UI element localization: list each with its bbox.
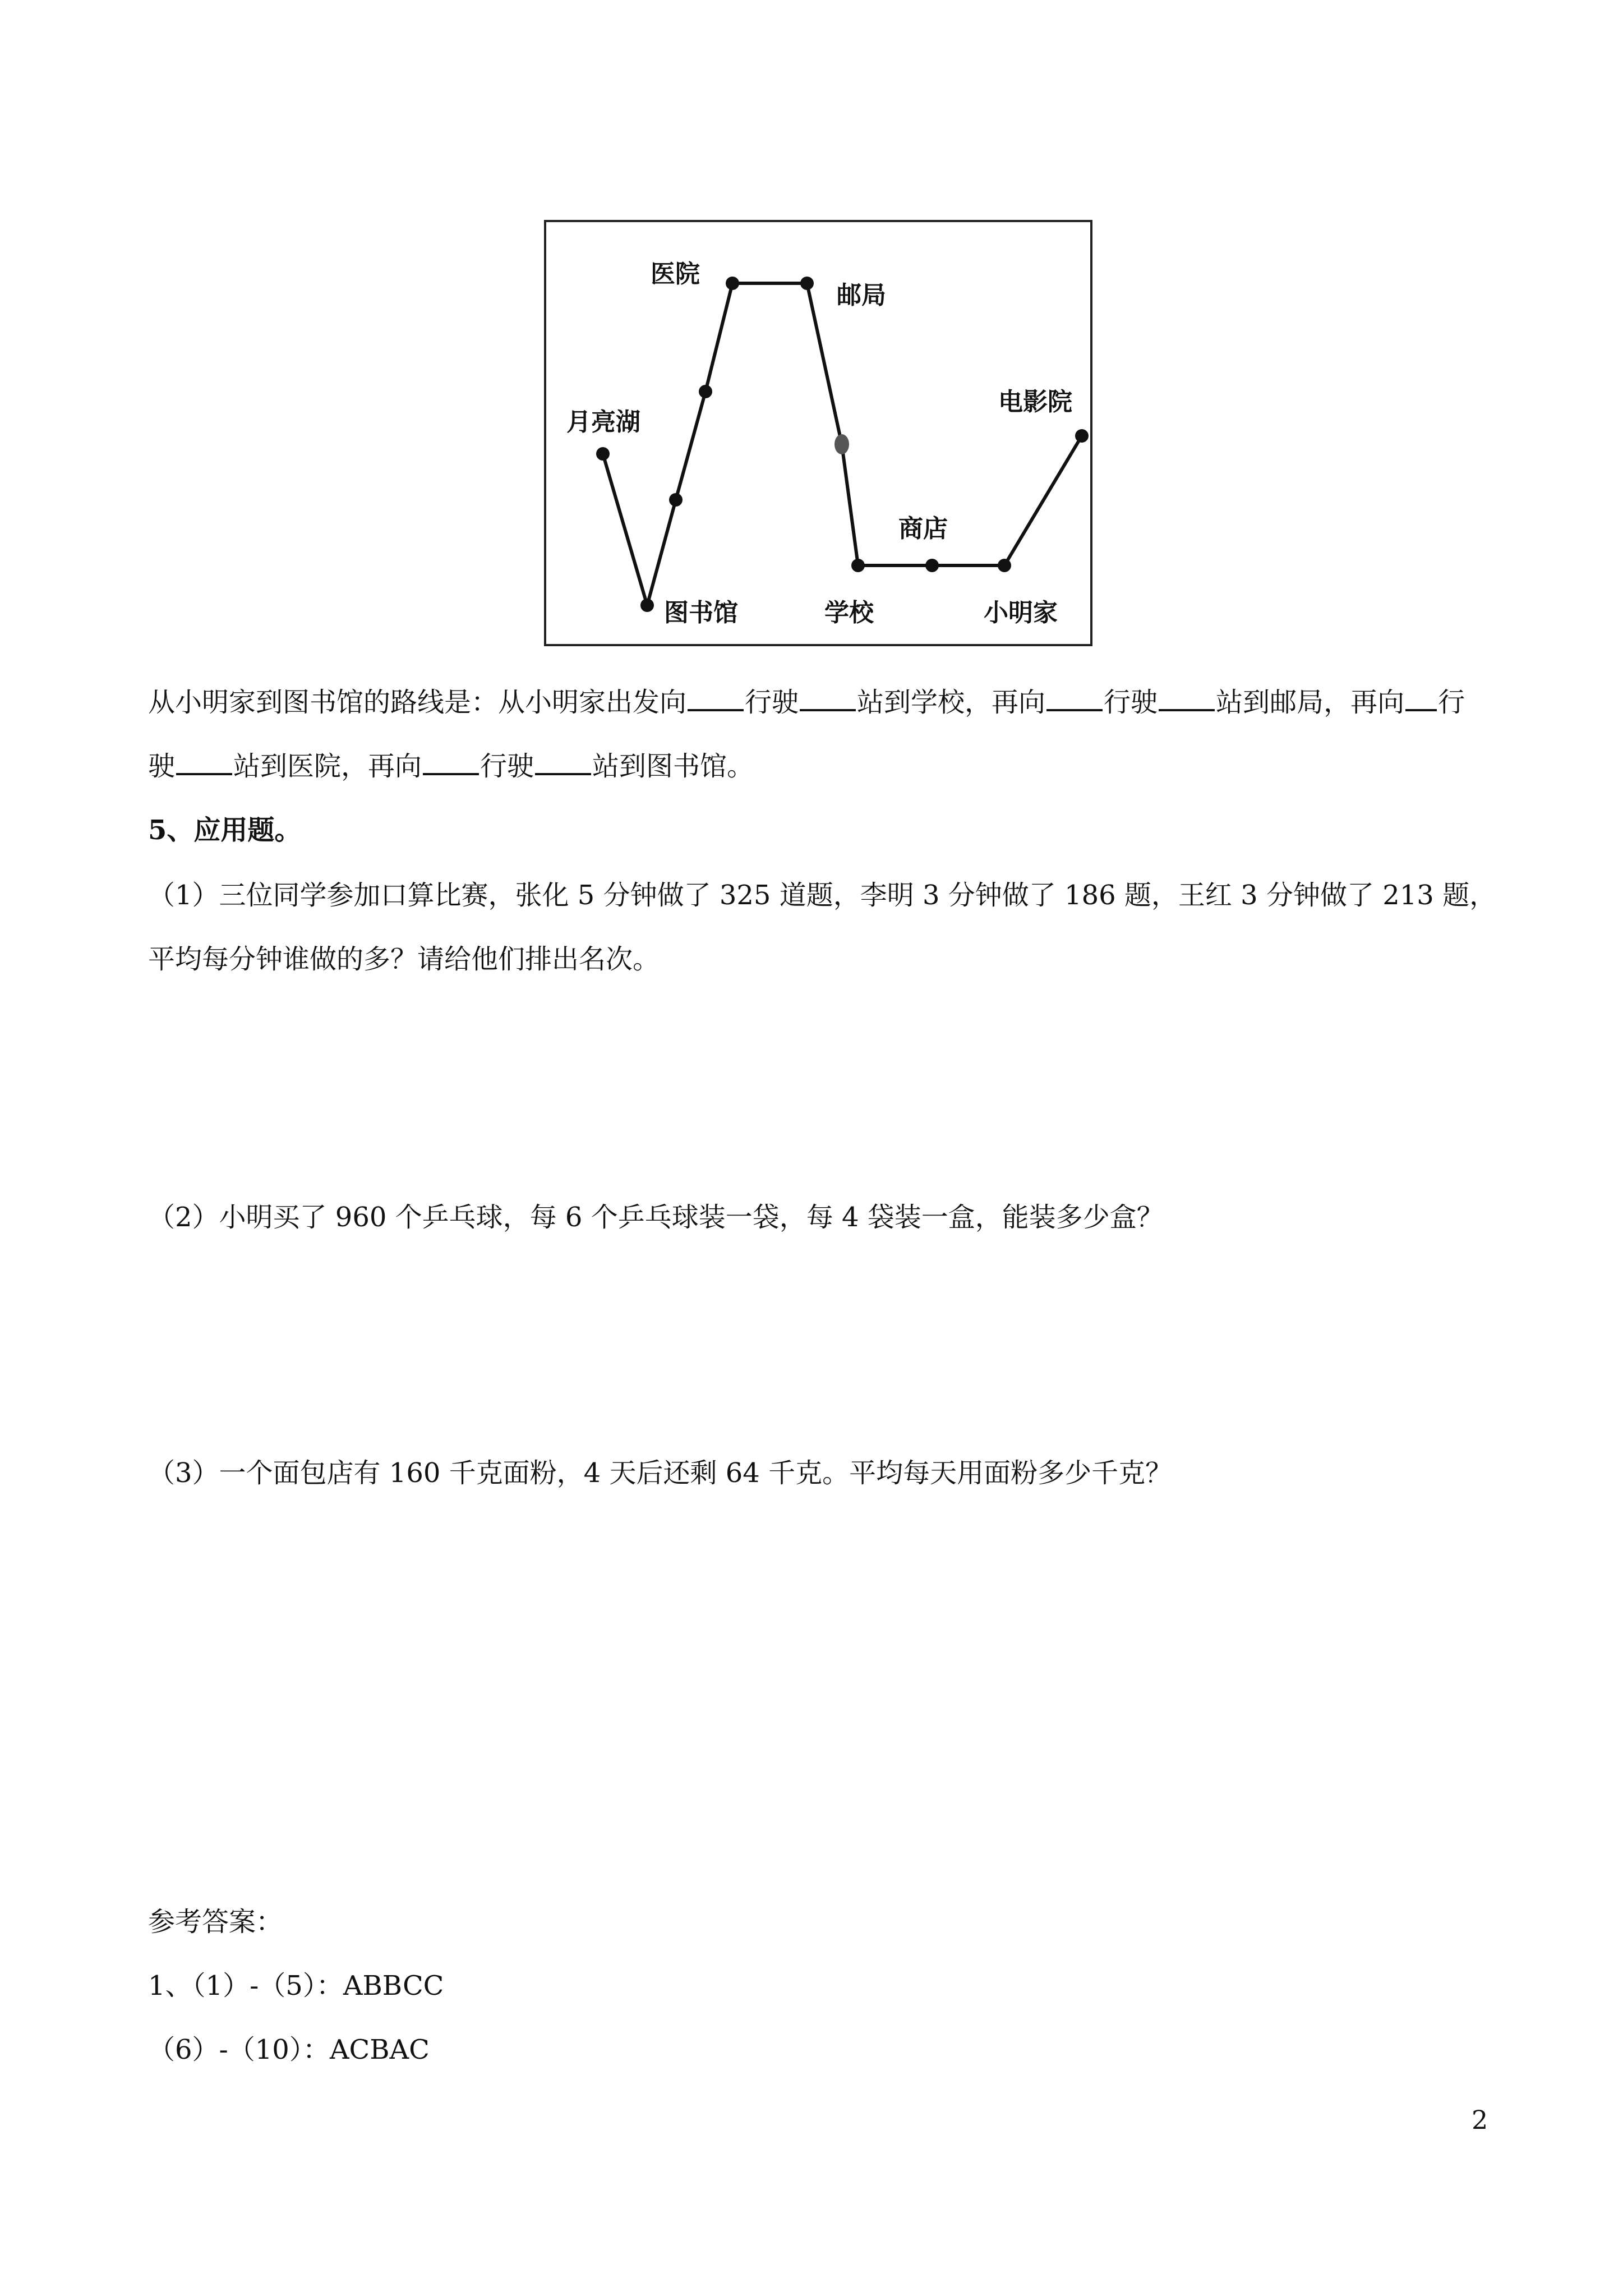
- answers-line1: 1、（1）-（5）：ABBCC: [148, 1970, 444, 2001]
- answer-blank[interactable]: [423, 747, 479, 775]
- label-moon-lake: 月亮湖: [566, 408, 640, 436]
- route-text: 站到学校，再向: [857, 687, 1046, 718]
- question-2: （2）小明买了 960 个乒乓球，每 6 个乒乓球装一袋，每 4 袋装一盒，能装多少盒？: [148, 1202, 1164, 1233]
- route-question-line1: [148, 683, 1494, 720]
- answer-blank[interactable]: [1159, 683, 1215, 711]
- school-dot: [851, 559, 865, 572]
- route-text: 行驶: [1104, 687, 1158, 718]
- page-number: 2: [1472, 2105, 1488, 2135]
- label-school: 学校: [824, 599, 874, 627]
- answer-blank[interactable]: [1405, 683, 1437, 711]
- route-stop-dot: [834, 434, 849, 454]
- question-3: （3）一个面包店有 160 千克面粉，4 天后还剩 64 千克。平均每天用面粉多少千克？: [148, 1457, 1173, 1489]
- answer-blank[interactable]: [800, 683, 856, 711]
- answer-blank[interactable]: [1046, 683, 1103, 711]
- route-text: 站到医院，再向: [233, 751, 422, 782]
- route-text: 行驶: [745, 687, 799, 718]
- route-text: 从小明家到图书馆的路线是：从小明家出发向: [148, 687, 687, 718]
- answers-heading: 参考答案：: [148, 1906, 283, 1938]
- label-hospital: 医院: [651, 260, 700, 288]
- route-text: 站到邮局，再向: [1216, 687, 1405, 718]
- label-cinema: 电影院: [998, 388, 1072, 416]
- post-office-dot: [800, 277, 814, 290]
- route-map: [544, 220, 1092, 646]
- question-1-line2: 平均每分钟谁做的多？请给他们排出名次。: [148, 944, 660, 975]
- question-1-line1: （1）三位同学参加口算比赛，张化 5 分钟做了 325 道题，李明 3 分钟做了 186 题，王红 3 分钟做了 213 题，: [148, 880, 1497, 911]
- cinema-dot: [1075, 429, 1089, 443]
- answer-blank[interactable]: [688, 683, 744, 711]
- label-post-office: 邮局: [837, 281, 886, 310]
- answers-line2: （6）-（10）：ACBAC: [148, 2034, 430, 2065]
- shop-dot: [925, 559, 939, 572]
- route-stop-dot: [669, 493, 683, 507]
- route-stop-dot: [699, 385, 712, 398]
- section-5-heading: 5、应用题。: [148, 815, 302, 846]
- moon-lake-dot: [596, 447, 610, 461]
- xiaoming-home-dot: [998, 559, 1011, 572]
- library-dot: [640, 599, 654, 612]
- label-xiaoming-home: 小明家: [984, 599, 1058, 627]
- label-shop: 商店: [898, 514, 948, 543]
- label-library: 图书馆: [664, 599, 738, 627]
- route-question-line2: [148, 747, 1494, 784]
- answer-blank[interactable]: [176, 747, 232, 775]
- route-text: 行驶: [480, 751, 534, 782]
- hospital-dot: [726, 277, 739, 290]
- answer-blank[interactable]: [535, 747, 591, 775]
- route-text: 驶: [148, 751, 176, 782]
- route-text: 站到图书馆。: [592, 751, 754, 782]
- route-text: 行: [1438, 687, 1465, 718]
